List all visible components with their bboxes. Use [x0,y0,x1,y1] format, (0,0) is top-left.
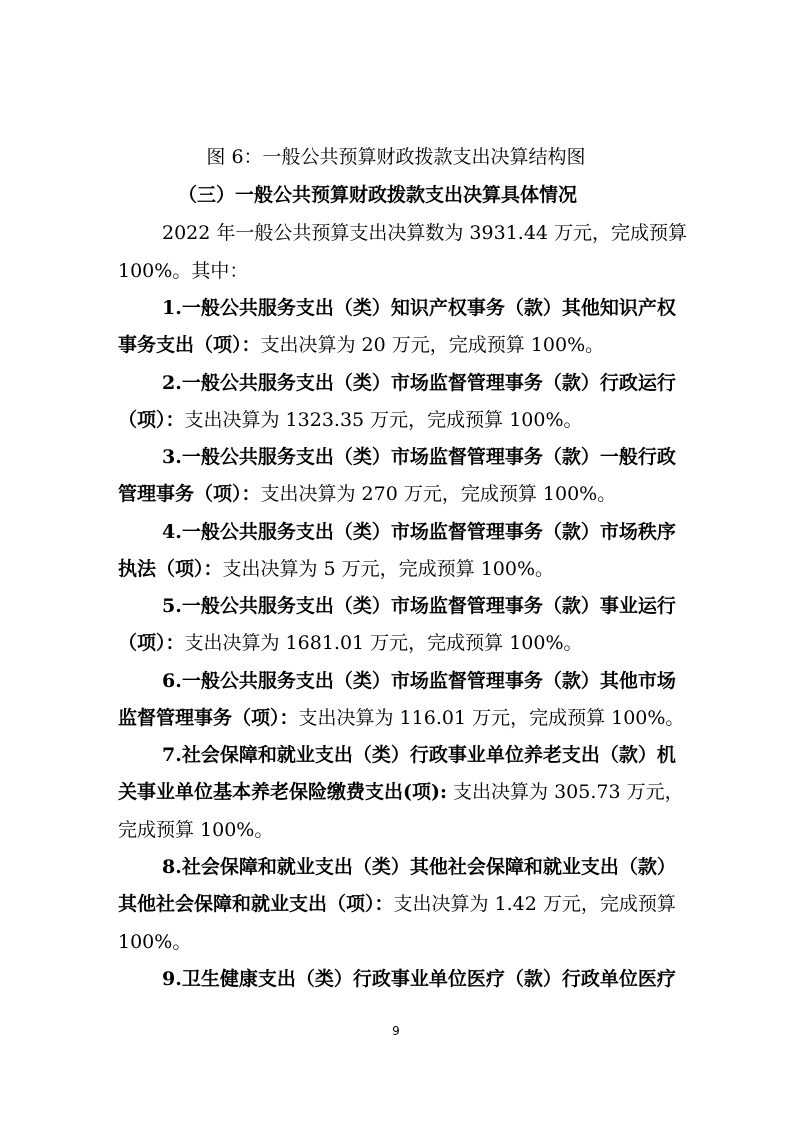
item-1-text: 支出决算为 20 万元，完成预算 100%。 [260,334,605,356]
item-8-text: 支出决算为 1.42 万元，完成预算 [393,893,676,915]
item-6-label: 监督管理事务（项）： [118,707,299,729]
item-9-line-1: 9.卫生健康支出（类）行政事业单位医疗（款）行政单位医疗 [162,968,676,990]
item-2-line-1: 2.一般公共服务支出（类）市场监督管理事务（款）行政运行 [162,372,676,394]
item-6-text: 支出决算为 116.01 万元，完成预算 100%。 [298,707,685,729]
item-3-label: 管理事务（项）： [118,483,261,505]
item-5-label: （项）： [118,632,185,654]
item-1-line-1: 1.一般公共服务支出（类）知识产权事务（款）其他知识产权 [162,297,676,319]
item-6-line-1: 6.一般公共服务支出（类）市场监督管理事务（款）其他市场 [162,670,676,692]
intro-line-1: 2022 年一般公共预算支出决算数为 3931.44 万元，完成预算 [162,222,688,244]
item-4-line-1: 4.一般公共服务支出（类）市场监督管理事务（款）市场秩序 [162,521,676,543]
item-1-label: 事务支出（项）： [118,334,261,356]
item-3-line-2 [118,481,616,507]
item-3-text: 支出决算为 270 万元，完成预算 100%。 [260,483,617,505]
item-7-text: 支出决算为 305.73 万元， [447,781,684,803]
intro-line-2: 100%。其中： [118,260,249,282]
page-number: 9 [392,1024,400,1038]
item-8-line-1: 8.社会保障和就业支出（类）其他社会保障和就业支出（款） [162,856,676,878]
item-8-label: 其他社会保障和就业支出（项）： [118,893,394,915]
item-7-line-3: 完成预算 100%。 [118,819,274,841]
item-1-line-2 [118,332,604,358]
item-6-line-2 [118,705,684,731]
item-8-line-3: 100%。 [118,931,192,953]
item-2-text: 支出决算为 1323.35 万元，完成预算 100%。 [184,409,583,431]
item-7-line-1: 7.社会保障和就业支出（类）行政事业单位养老支出（款）机 [162,744,676,766]
item-4-text: 支出决算为 5 万元，完成预算 100%。 [222,558,555,580]
item-5-line-2 [118,630,583,656]
item-4-line-2 [118,556,554,582]
figure-caption: 图 6：一般公共预算财政拨款支出决算结构图 [206,146,586,168]
item-7-label: 关事业单位基本养老保险缴费支出(项): [118,781,447,803]
item-4-label: 执法（项）： [118,558,223,580]
item-5-text: 支出决算为 1681.01 万元，完成预算 100%。 [184,632,583,654]
item-7-line-2 [118,779,684,805]
section-heading: （三）一般公共预算财政拨款支出决算具体情况 [178,184,578,206]
item-3-line-1: 3.一般公共服务支出（类）市场监督管理事务（款）一般行政 [162,446,676,468]
item-5-line-1: 5.一般公共服务支出（类）市场监督管理事务（款）事业运行 [162,595,676,617]
item-2-line-2 [118,407,583,433]
item-2-label: （项）： [118,409,185,431]
item-8-line-2 [118,891,676,917]
